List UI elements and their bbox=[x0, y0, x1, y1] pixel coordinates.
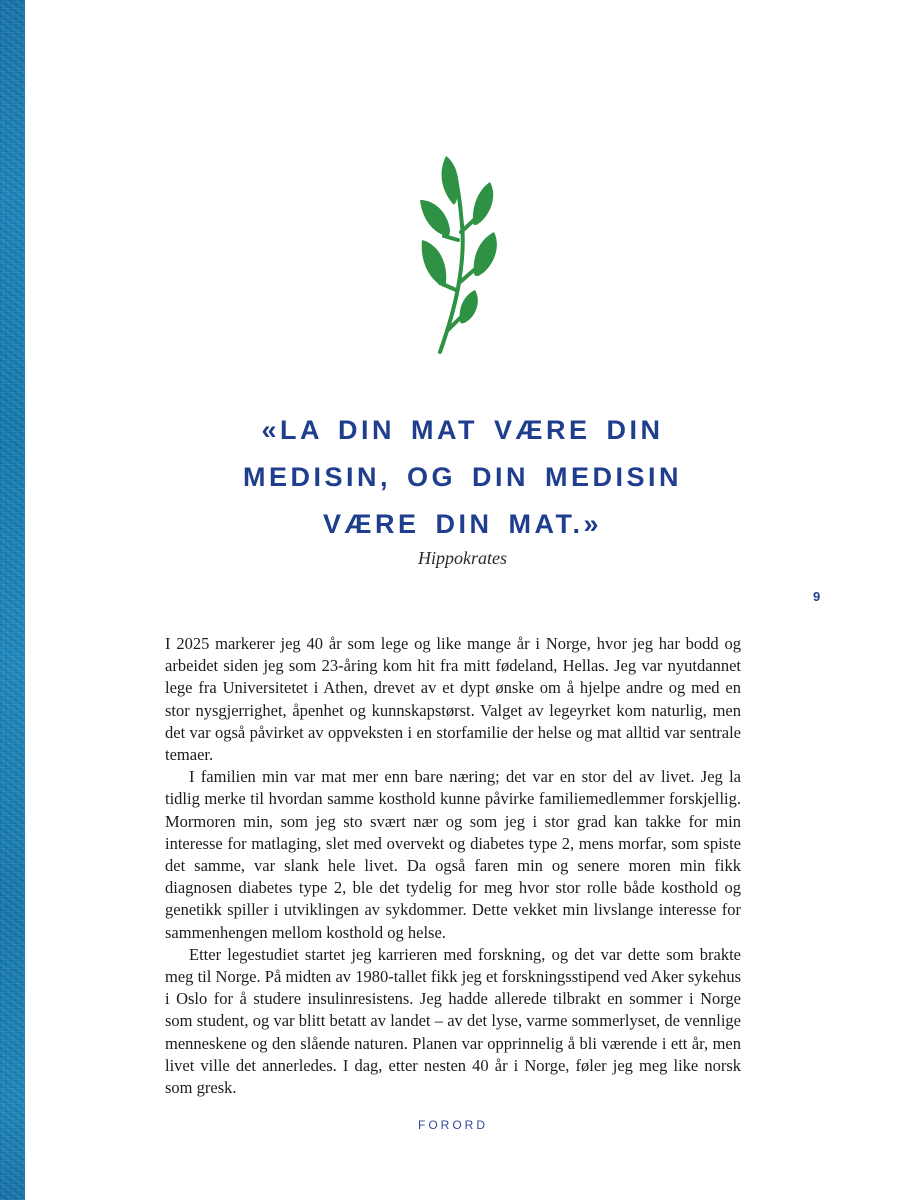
epigraph-quote bbox=[25, 407, 900, 548]
body-text bbox=[165, 633, 741, 1099]
leaf-branch-icon bbox=[378, 140, 560, 358]
quote-line: «LA DIN MAT VÆRE DIN bbox=[261, 415, 664, 445]
quote-line: VÆRE DIN MAT.» bbox=[322, 509, 603, 539]
quote-attribution: Hippokrates bbox=[418, 548, 507, 568]
page-number: 9 bbox=[813, 589, 821, 604]
paragraph: I familien min var mat mer enn bare næring; det var en stor del av livet. Jeg la tidlig merke til hvordan samme kosthold kunne påvirke familiemedlemmer forskjellig. Mormoren min, som jeg sto svært nær og som jeg i stor grad kan takke for min interesse for matlaging, slet med overvekt og diabetes type 2, mens morfar, som spiste det samme, var slank hele livet. Da også faren min og senere moren min fikk diagnosen diabetes type 2, ble det tydelig for meg hvor stor rolle både kosthold og genetikk spiller i utviklingen av sykdommer. Dette vekket min livslange interesse for sammenhengen mellom kosthold og helse. bbox=[165, 767, 741, 942]
footer-label: FORORD bbox=[418, 1118, 488, 1132]
spine-strip bbox=[0, 0, 25, 1200]
paragraph: Etter legestudiet startet jeg karrieren med forskning, og det var dette som brakte meg til Norge. På midten av 1980-tallet fikk jeg et forskningsstipend ved Aker sykehus i Oslo for å studere insulinresistens. Jeg hadde allerede tilbrakt en sommer i Norge som student, og var blitt betatt av landet – av det lyse, varme sommerlyset, de vennlige menneskene og den slående naturen. Planen var opprinnelig å bli værende i ett år, men livet ville det annerledes. I dag, etter nesten 40 år i Norge, føler jeg meg like norsk som gresk. bbox=[165, 944, 741, 1098]
quote-line: MEDISIN, OG DIN MEDISIN bbox=[242, 462, 683, 492]
paragraph: I 2025 markerer jeg 40 år som lege og like mange år i Norge, hvor jeg har bodd og arbeidet siden jeg som 23-åring kom hit fra mitt fødeland, Hellas. Jeg var nyutdannet lege fra Universitetet i Athen, drevet av et dypt ønske om å hjelpe andre og med en stor nysgjerrighet, åpenhet og kunnskapstørst. Valget av legeyrket kom naturlig, men det var også påvirket av oppveksten i en storfamilie der helse og mat alltid var sentrale temaer. bbox=[165, 634, 741, 765]
branch-illustration bbox=[378, 140, 560, 358]
